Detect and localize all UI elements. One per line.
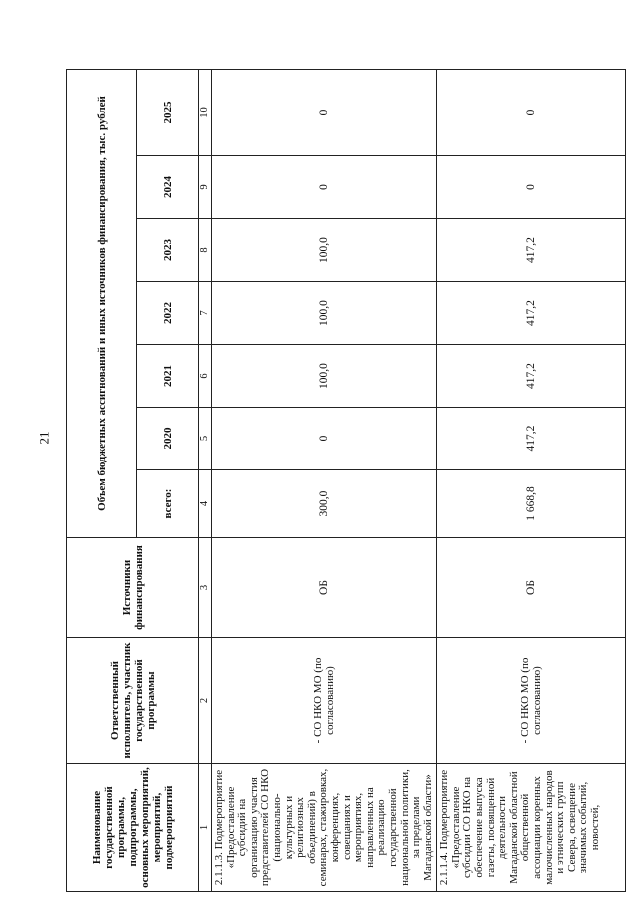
value-total: 300,0 bbox=[212, 470, 437, 538]
header-year-total: всего: bbox=[137, 470, 199, 538]
value-2023: 100,0 bbox=[212, 219, 437, 282]
header-source: Источники финансирования bbox=[67, 538, 199, 638]
header-funding: Объем бюджетных ассигнований и иных источников финансирования, тыс. рублей bbox=[67, 69, 137, 537]
funding-table-sheet bbox=[66, 70, 626, 892]
value-2021: 417,2 bbox=[437, 345, 626, 408]
row-source: ОБ bbox=[212, 538, 437, 638]
header-year-2022: 2022 bbox=[137, 282, 199, 345]
value-total: 1 668,8 bbox=[437, 470, 626, 538]
header-year-2020: 2020 bbox=[137, 408, 199, 470]
page-number: 21 bbox=[36, 431, 52, 445]
header-name: Наименование государственной программы, подпрограммы, основных мероприятий, мероприятий, подмероприятий bbox=[67, 764, 199, 892]
value-2024: 0 bbox=[212, 156, 437, 219]
column-number: 8 bbox=[199, 219, 212, 282]
column-number: 7 bbox=[199, 282, 212, 345]
value-2022: 417,2 bbox=[437, 282, 626, 345]
column-number: 6 bbox=[199, 345, 212, 408]
header-year-2021: 2021 bbox=[137, 345, 199, 408]
table-row bbox=[437, 69, 626, 891]
funding-table bbox=[66, 69, 626, 892]
row-name: 2.1.1.3. Подмероприятие «Предоставление субсидий на организацию участия представителей СО НКО (национально-культурных и религиозных объединений) в семинарах, стажировках, конференциях, совещаниях и мероприятиях, направленных на реализацию государственной национальной политики, за пределами Магаданской области» bbox=[212, 764, 437, 892]
value-2025: 0 bbox=[212, 69, 437, 155]
row-name: 2.1.1.4. Подмероприятие «Предоставление субсидии СО НКО на обеспечение выпуска газеты, посвященной деятельности Магаданской областной общественной ассоциации коренных малочисленных народов и этнических групп Севера, освещение значимых событий, новостей, bbox=[437, 764, 626, 892]
table-row bbox=[212, 69, 437, 891]
value-2023: 417,2 bbox=[437, 219, 626, 282]
column-number: 9 bbox=[199, 156, 212, 219]
row-responsible: - СО НКО МО (по согласованию) bbox=[437, 638, 626, 764]
header-responsible: Ответственный исполнитель, участник государственной программы bbox=[67, 638, 199, 764]
header-year-2023: 2023 bbox=[137, 219, 199, 282]
column-number: 3 bbox=[199, 538, 212, 638]
value-2022: 100,0 bbox=[212, 282, 437, 345]
row-source: ОБ bbox=[437, 538, 626, 638]
row-responsible: - СО НКО МО (по согласованию) bbox=[212, 638, 437, 764]
header-year-2024: 2024 bbox=[137, 156, 199, 219]
header-year-2025: 2025 bbox=[137, 69, 199, 155]
value-2020: 0 bbox=[212, 408, 437, 470]
value-2021: 100,0 bbox=[212, 345, 437, 408]
column-number: 1 bbox=[199, 764, 212, 892]
value-2024: 0 bbox=[437, 156, 626, 219]
column-number: 5 bbox=[199, 408, 212, 470]
column-number: 10 bbox=[199, 69, 212, 155]
column-number: 4 bbox=[199, 470, 212, 538]
value-2025: 0 bbox=[437, 69, 626, 155]
value-2020: 417,2 bbox=[437, 408, 626, 470]
column-number: 2 bbox=[199, 638, 212, 764]
